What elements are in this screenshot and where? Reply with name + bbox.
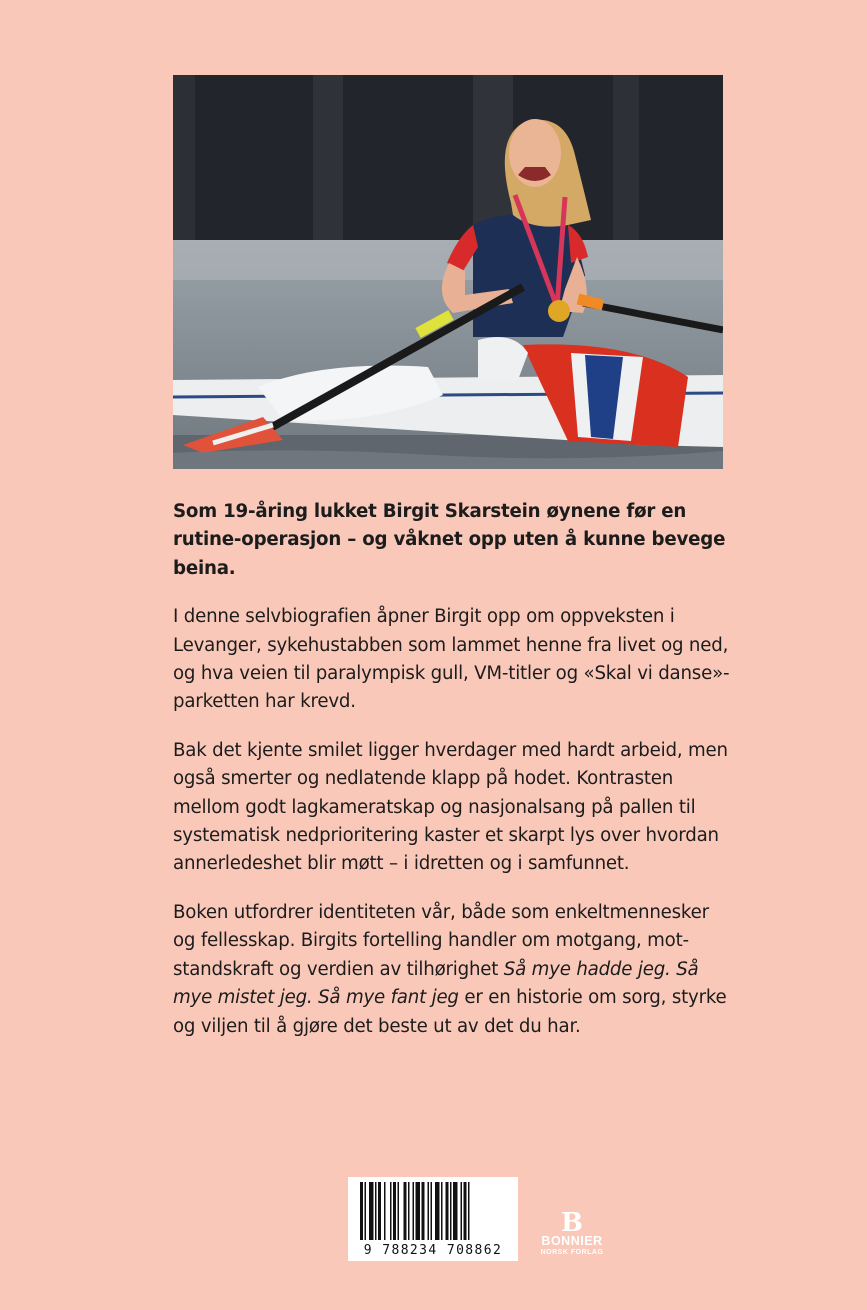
paragraph: Bak det kjente smilet ligger hverdager med hardt arbeid, men også smerter og nedlatende klapp på hodet. Kontrasten mellom godt lagkameratskap og nasjonalsang på pallen til systematisk nedprioritering kaster et skarpt lys over hvordan annerledeshet blir møtt – i idretten og i samfunnet. [173,739,728,875]
isbn-number: 9 788234 708862 [363,1243,503,1258]
paragraph-text: Boken utfordrer identiteten vår, både som enkeltmennesker og fellesskap. Birgits fortelling handler om motgang, mot-standskraft og verdien av tilhørighet [173,901,709,980]
paragraph: I denne selvbiografien åpner Birgit opp om oppveksten i Levanger, sykehustabben som lammet henne fra livet og ned, og hva veien til paralympisk gull, VM-titler og «Skal vi danse»-parketten har krevd. [173,606,730,713]
publisher-subname: NORSK FORLAG [540,1249,604,1256]
cover-photo [173,75,723,469]
isbn-barcode [348,1177,518,1261]
paragraph [173,899,733,1041]
publisher-logo [536,1208,608,1257]
paragraph-text: er en historie om sorg, styrke og viljen til å gjøre det beste ut av det du har. [173,987,727,1037]
lead-paragraph: Som 19-åring lukket Birgit Skarstein øynene før en rutine-operasjon – og våknet opp uten å kunne bevege beina. [173,501,726,579]
publisher-name: BONNIER [541,1234,603,1248]
back-cover-text [173,498,733,1061]
publisher-mark: B [561,1208,583,1238]
book-title-italic: Så mye hadde jeg. Så mye mistet jeg. Så mye fant jeg [173,958,699,1009]
